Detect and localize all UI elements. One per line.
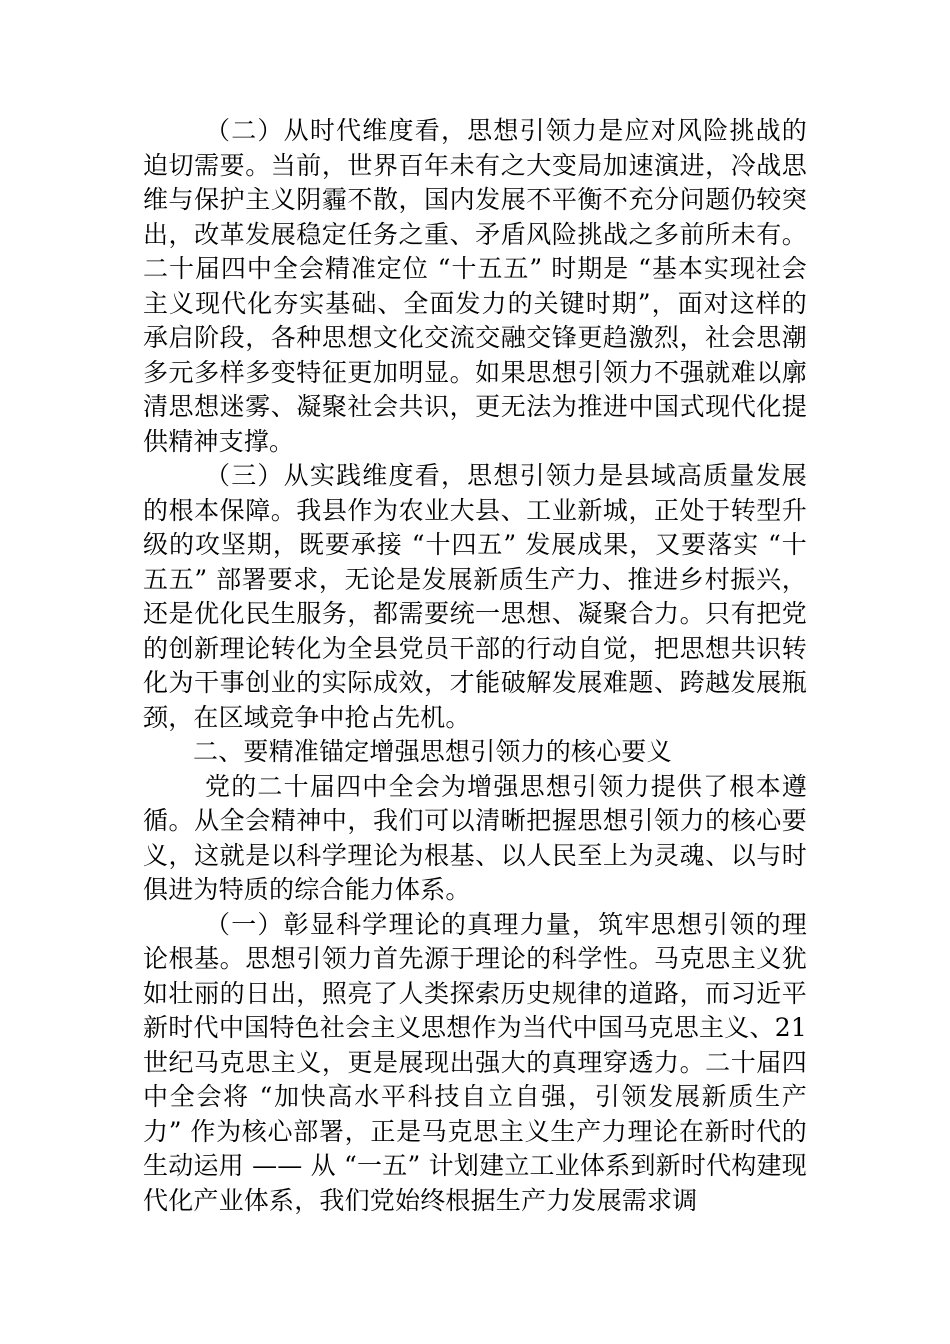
- paragraph-section-intro: 党的二十届四中全会为增强思想引领力提供了根本遵循。从全会精神中，我们可以清晰把握思想引领力的核心要义，这就是以科学理论为根基、以人民至上为灵魂、以与时俱进为特质的综合能力体系。: [143, 771, 807, 904]
- document-body: [143, 114, 807, 1218]
- paragraph-era-dimension: （二）从时代维度看，思想引领力是应对风险挑战的迫切需要。当前，世界百年未有之大变局加速演进，冷战思维与保护主义阴霾不散，国内发展不平衡不充分问题仍较突出，改革发展稳定任务之重、矛盾风险挑战之多前所未有。二十届四中全会精准定位 “十五五” 时期是 “基本实现社会主义现代化夯实基础、全面发力的关键时期”，面对这样的承启阶段，各种思想文化交流交融交锋更趋激烈，社会思潮多元多样多变特征更加明显。如果思想引领力不强就难以廓清思想迷雾、凝聚社会共识，更无法为推进中国式现代化提供精神支撑。: [143, 116, 807, 456]
- paragraph-scientific-theory: （一）彰显科学理论的真理力量，筑牢思想引领的理论根基。思想引领力首先源于理论的科学性。马克思主义犹如壮丽的日出，照亮了人类探索历史规律的道路，而习近平新时代中国特色社会主义思想作为当代中国马克思主义、21 世纪马克思主义，更是展现出强大的真理穿透力。二十届四中全会将 “加快高水平科技自立自强，引领发展新质生产力” 作为核心部署，正是马克思主义生产力理论在新时代的生动运用 —— 从 “一五” 计划建立工业体系到新时代构建现代化产业体系，我们党始终根据生产力发展需求调: [143, 909, 807, 1215]
- section-heading-core-meaning: 二、要精准锚定增强思想引领力的核心要义: [193, 737, 672, 766]
- paragraph-practice-dimension: （三）从实践维度看，思想引领力是县域高质量发展的根本保障。我县作为农业大县、工业新城，正处于转型升级的攻坚期，既要承接 “十四五” 发展成果，又要落实 “十五五” 部署要求，无论是发展新质生产力、推进乡村振兴，还是优化民生服务，都需要统一思想、凝聚合力。只有把党的创新理论转化为全县党员干部的行动自觉，把思想共识转化为干事创业的实际成效，才能破解发展难题、跨越发展瓶颈，在区域竞争中抢占先机。: [143, 461, 807, 732]
